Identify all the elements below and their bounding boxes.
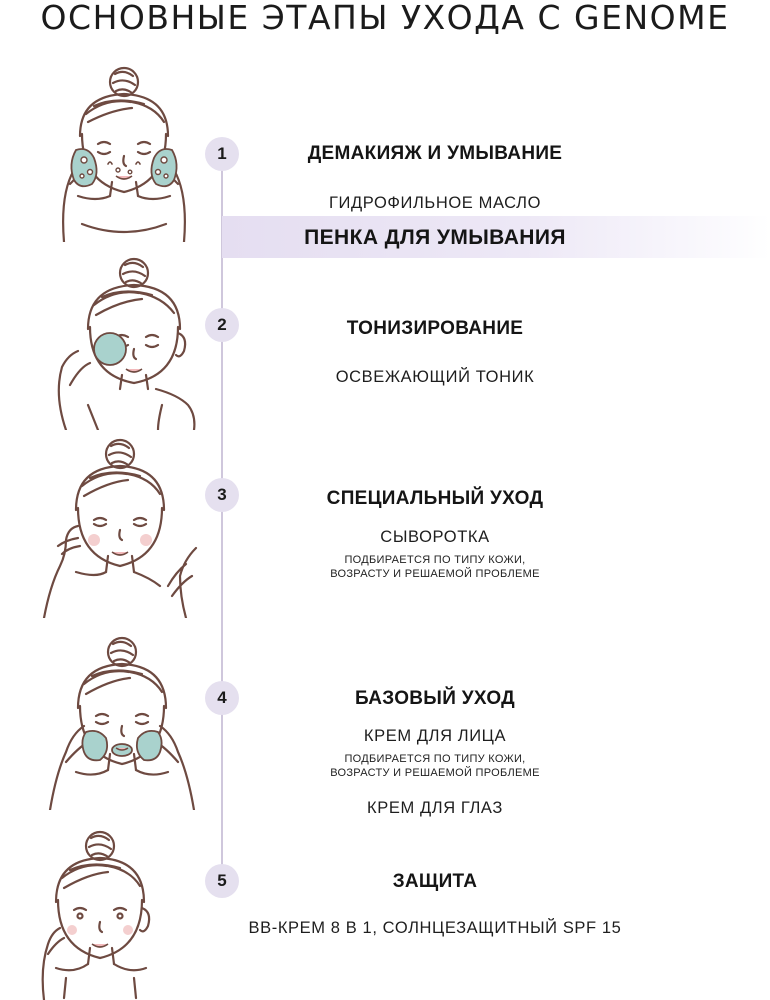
- step-4-note-line-2: ВОЗРАСТУ И РЕШАЕМОЙ ПРОБЛЕМЕ: [330, 767, 540, 779]
- step-1-highlight-foam: ПЕНКА ДЛЯ УМЫВАНИЯ: [304, 226, 566, 249]
- step-4-note-line-1: ПОДБИРАЕТСЯ ПО ТИПУ КОЖИ,: [344, 753, 526, 765]
- step-3-note-line-2: ВОЗРАСТУ И РЕШАЕМОЙ ПРОБЛЕМЕ: [330, 568, 540, 580]
- woman-sunscreen-illustration: [36, 828, 212, 1000]
- page-title: ОСНОВНЫЕ ЭТАПЫ УХОДА С GENOME: [40, 0, 730, 37]
- timeline-line: [221, 152, 223, 894]
- step-4-number: 4: [205, 681, 239, 715]
- step-2-item-tonic: ОСВЕЖАЮЩИЙ ТОНИК: [335, 368, 535, 386]
- woman-cream-illustration: [36, 634, 212, 810]
- step-2-number: 2: [205, 308, 239, 342]
- step-3-number: 3: [205, 478, 239, 512]
- step-1-title: ДЕМАКИЯЖ И УМЫВАНИЕ: [307, 143, 563, 164]
- step-3-note-line-1: ПОДБИРАЕТСЯ ПО ТИПУ КОЖИ,: [344, 554, 526, 566]
- step-3-item-serum: СЫВОРОТКА: [380, 528, 490, 546]
- step-4-title: БАЗОВЫЙ УХОД: [354, 688, 515, 709]
- step-4-item-eye-cream: КРЕМ ДЛЯ ГЛАЗ: [367, 799, 503, 817]
- woman-serum-illustration: [36, 436, 212, 618]
- step-4-item-face-cream: КРЕМ ДЛЯ ЛИЦА: [363, 727, 507, 745]
- step-5-number: 5: [205, 864, 239, 898]
- step-1-item-hydrophilic-oil: ГИДРОФИЛЬНОЕ МАСЛО: [328, 194, 542, 212]
- woman-cotton-pad-illustration: [36, 255, 212, 430]
- step-5-title: ЗАЩИТА: [392, 871, 478, 892]
- step-2-title: ТОНИЗИРОВАНИЕ: [346, 318, 524, 339]
- woman-washing-face-illustration: [36, 64, 212, 242]
- step-5-item-bb-cream: BB-КРЕМ 8 В 1, СОЛНЦЕЗАЩИТНЫЙ SPF 15: [248, 919, 622, 937]
- step-1-number: 1: [205, 137, 239, 171]
- step-3-title: СПЕЦИАЛЬНЫЙ УХОД: [326, 488, 544, 509]
